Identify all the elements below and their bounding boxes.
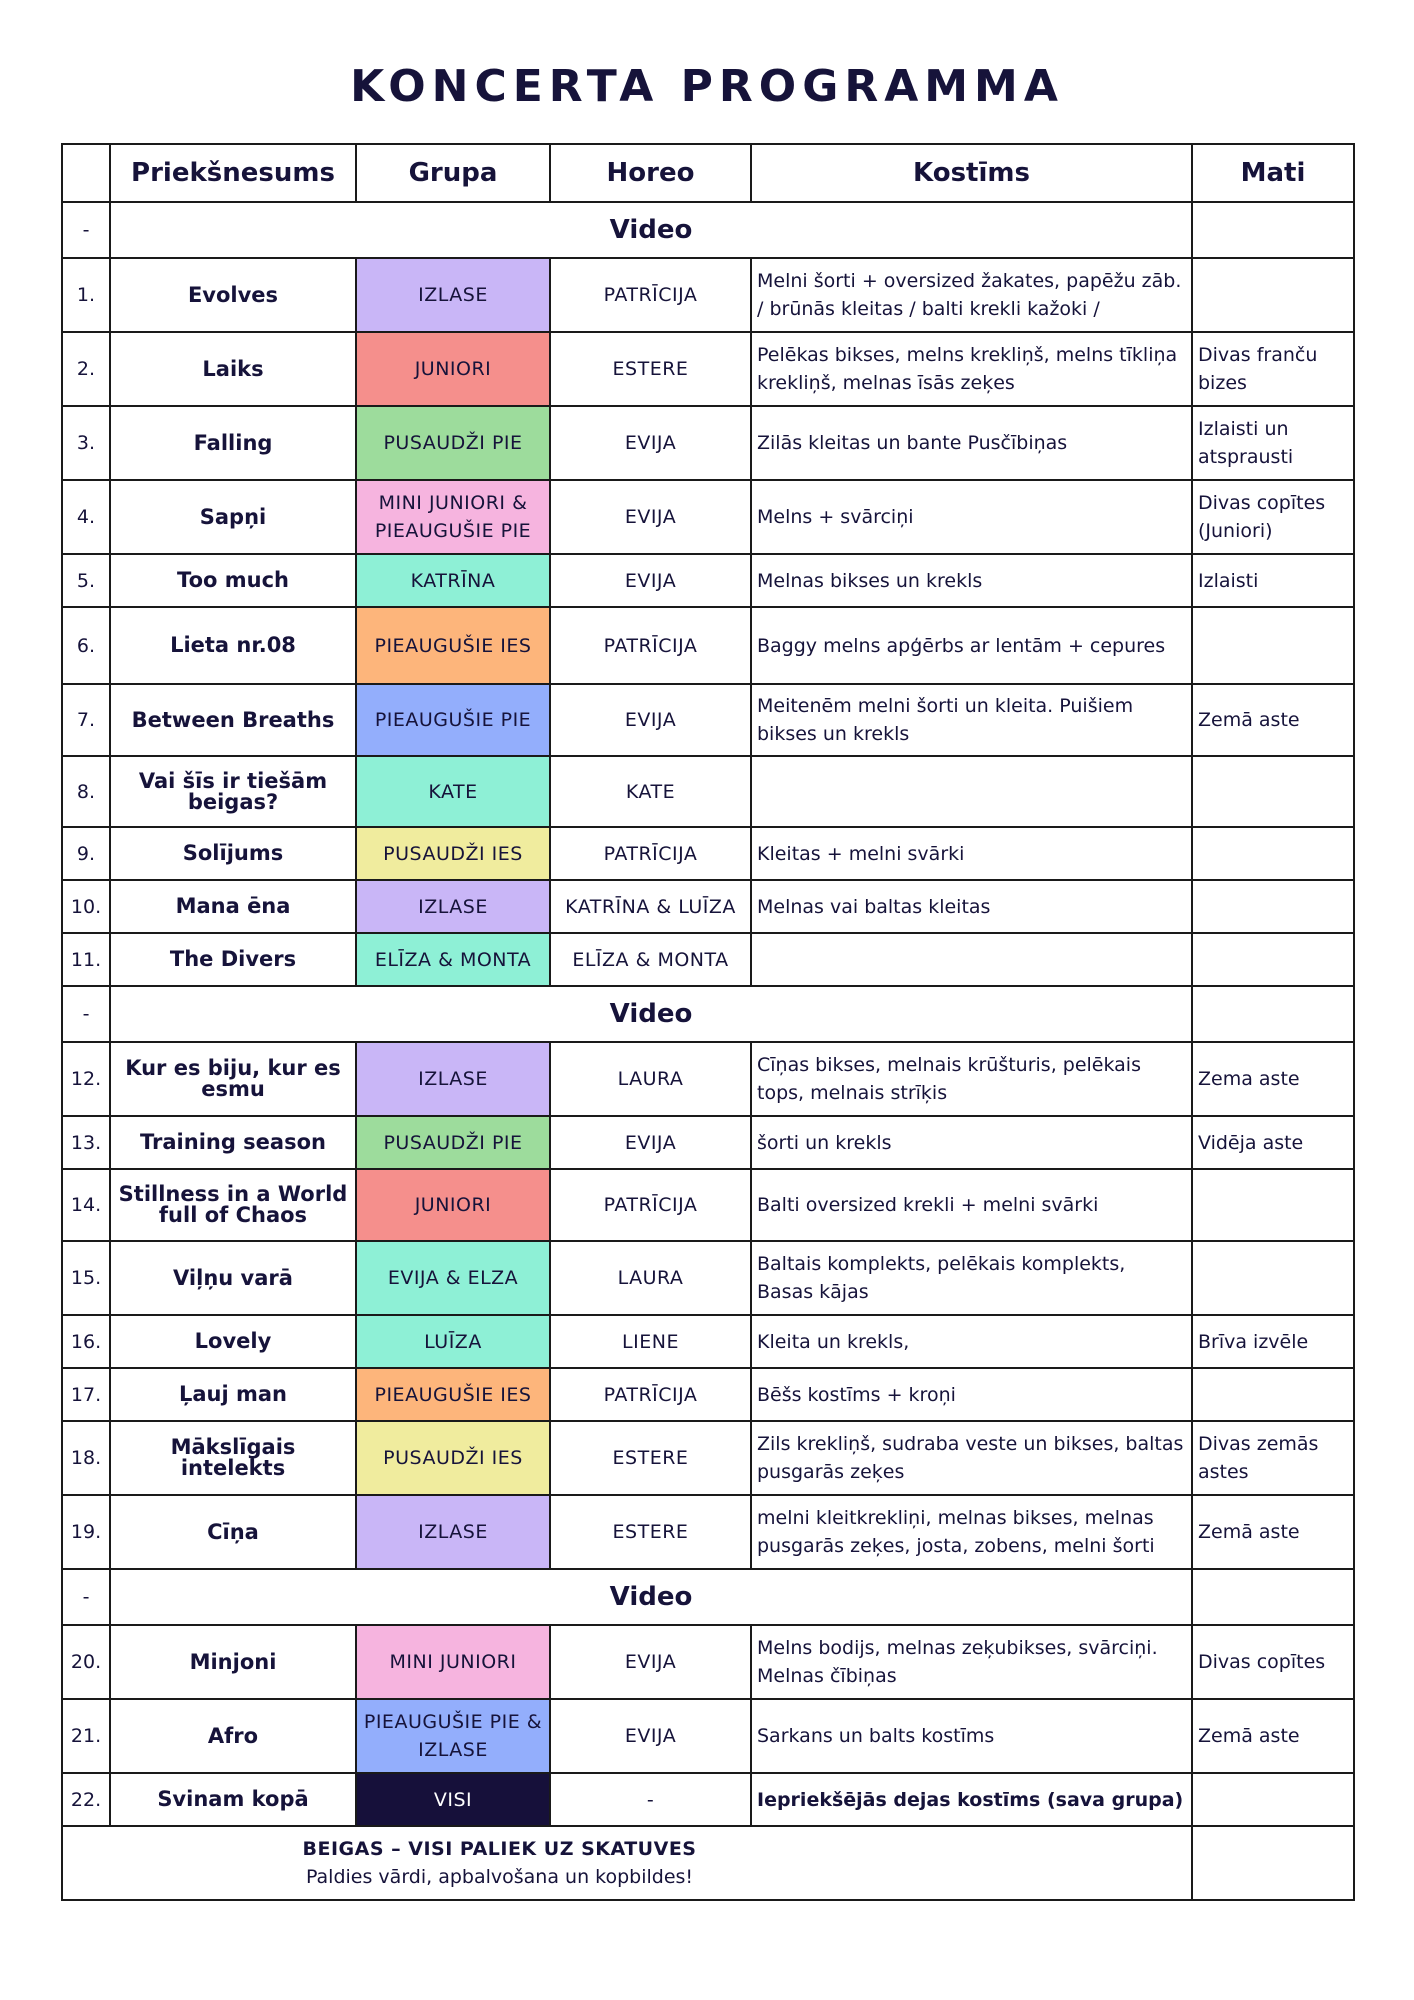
performance-name: Evolves	[110, 258, 356, 332]
table-row	[62, 933, 1354, 986]
hair-cell	[1192, 880, 1354, 933]
choreographer-cell: PATRĪCIJA	[550, 1368, 751, 1421]
hair-cell: Vidēja aste	[1192, 1116, 1354, 1169]
choreographer-cell: EVIJA	[550, 1116, 751, 1169]
group-cell: PUSAUDŽI PIE	[356, 406, 550, 480]
group-cell: IZLASE	[356, 1042, 550, 1116]
row-number: 17.	[62, 1368, 110, 1421]
hair-cell: Divas zemās astes	[1192, 1421, 1354, 1495]
hair-cell	[1192, 827, 1354, 880]
hair-cell: Izlaisti un atsprausti	[1192, 406, 1354, 480]
row-number: 4.	[62, 480, 110, 554]
costume-cell: Balti oversized krekli + melni svārki	[751, 1169, 1192, 1241]
choreographer-cell: LIENE	[550, 1315, 751, 1368]
costume-cell: Sarkans un balts kostīms	[751, 1699, 1192, 1773]
performance-name: Svinam kopā	[110, 1773, 356, 1826]
performance-name: Lieta nr.08	[110, 607, 356, 684]
video-row	[62, 1569, 1354, 1625]
row-number: 21.	[62, 1699, 110, 1773]
video-row	[62, 202, 1354, 258]
group-cell: VISI	[356, 1773, 550, 1826]
hair-cell	[1192, 1241, 1354, 1315]
performance-name: Falling	[110, 406, 356, 480]
hair-cell: Divas copītes	[1192, 1625, 1354, 1699]
hair-cell	[1192, 1773, 1354, 1826]
performance-name: Between Breaths	[110, 684, 356, 756]
row-number: 7.	[62, 684, 110, 756]
table-row	[62, 1169, 1354, 1241]
hair-cell: Divas copītes (Juniori)	[1192, 480, 1354, 554]
hair-cell	[1192, 933, 1354, 986]
video-label: Video	[110, 202, 1192, 258]
header-performance: Priekšnesums	[110, 144, 356, 202]
row-number: 15.	[62, 1241, 110, 1315]
choreographer-cell: ESTERE	[550, 332, 751, 406]
choreographer-cell: KATRĪNA & LUĪZA	[550, 880, 751, 933]
performance-name: Laiks	[110, 332, 356, 406]
hair-cell: Divas franču bizes	[1192, 332, 1354, 406]
empty-cell	[1192, 986, 1354, 1042]
performance-name: Vai šīs ir tiešām beigas?	[110, 756, 356, 827]
costume-cell: Melns bodijs, melnas zeķubikses, svārciņi. Melnas čībiņas	[751, 1625, 1192, 1699]
costume-cell: Cīņas bikses, melnais krūšturis, pelēkais tops, melnais strīķis	[751, 1042, 1192, 1116]
choreographer-cell: KATE	[550, 756, 751, 827]
performance-name: Mana ēna	[110, 880, 356, 933]
row-number: 10.	[62, 880, 110, 933]
hair-cell: Zema aste	[1192, 1042, 1354, 1116]
row-number: 6.	[62, 607, 110, 684]
group-cell: PIEAUGUŠIE PIE & IZLASE	[356, 1699, 550, 1773]
row-number: 13.	[62, 1116, 110, 1169]
performance-name: Lovely	[110, 1315, 356, 1368]
costume-cell: Melnas vai baltas kleitas	[751, 880, 1192, 933]
footer-cell	[62, 1826, 1192, 1900]
costume-cell: Pelēkas bikses, melns krekliņš, melns tīkliņa krekliņš, melnas īsās zeķes	[751, 332, 1192, 406]
table-row	[62, 554, 1354, 607]
choreographer-cell: EVIJA	[550, 554, 751, 607]
group-cell: PIEAUGUŠIE IES	[356, 1368, 550, 1421]
row-number: 9.	[62, 827, 110, 880]
choreographer-cell: ELĪZA & MONTA	[550, 933, 751, 986]
costume-cell: Baltais komplekts, pelēkais komplekts, Basas kājas	[751, 1241, 1192, 1315]
costume-cell: melni kleitkrekliņi, melnas bikses, melnas pusgarās zeķes, josta, zobens, melni šorti	[751, 1495, 1192, 1569]
costume-cell: Kleita un krekls,	[751, 1315, 1192, 1368]
table-row	[62, 480, 1354, 554]
header-row	[62, 144, 1354, 202]
costume-cell: Iepriekšējās dejas kostīms (sava grupa)	[751, 1773, 1192, 1826]
performance-name: Minjoni	[110, 1625, 356, 1699]
performance-name: Ļauj man	[110, 1368, 356, 1421]
group-cell: IZLASE	[356, 880, 550, 933]
costume-cell: Baggy melns apģērbs ar lentām + cepures	[751, 607, 1192, 684]
row-number: 16.	[62, 1315, 110, 1368]
performance-name: Mākslīgais intelekts	[110, 1421, 356, 1495]
group-cell: MINI JUNIORI	[356, 1625, 550, 1699]
row-number: 11.	[62, 933, 110, 986]
footer-empty-cell	[1192, 1826, 1354, 1900]
table-row	[62, 258, 1354, 332]
hair-cell	[1192, 258, 1354, 332]
row-number: 3.	[62, 406, 110, 480]
table-row	[62, 880, 1354, 933]
video-label: Video	[110, 1569, 1192, 1625]
choreographer-cell: ESTERE	[550, 1421, 751, 1495]
table-row	[62, 1495, 1354, 1569]
choreographer-cell: EVIJA	[550, 1625, 751, 1699]
program-rows	[62, 202, 1354, 1826]
choreographer-cell: EVIJA	[550, 480, 751, 554]
row-number: 2.	[62, 332, 110, 406]
table-row	[62, 1625, 1354, 1699]
header-choreographer: Horeo	[550, 144, 751, 202]
row-number: -	[62, 202, 110, 258]
costume-cell	[751, 756, 1192, 827]
row-number: 22.	[62, 1773, 110, 1826]
table-row	[62, 1421, 1354, 1495]
group-cell: KATE	[356, 756, 550, 827]
hair-cell	[1192, 1169, 1354, 1241]
table-row	[62, 684, 1354, 756]
group-cell: PIEAUGUŠIE IES	[356, 607, 550, 684]
empty-cell	[1192, 202, 1354, 258]
choreographer-cell: PATRĪCIJA	[550, 607, 751, 684]
hair-cell: Brīva izvēle	[1192, 1315, 1354, 1368]
performance-name: The Divers	[110, 933, 356, 986]
costume-cell: Melni šorti + oversized žakates, papēžu zāb. / brūnās kleitas / balti krekli kažoki /	[751, 258, 1192, 332]
costume-cell: Zilās kleitas un bante Pusčībiņas	[751, 406, 1192, 480]
page-title: KONCERTA PROGRAMMA	[350, 61, 1064, 112]
choreographer-cell: EVIJA	[550, 684, 751, 756]
performance-name: Stillness in a World full of Chaos	[110, 1169, 356, 1241]
table-row	[62, 756, 1354, 827]
choreographer-cell: ESTERE	[550, 1495, 751, 1569]
table-row	[62, 607, 1354, 684]
program-table	[61, 143, 1355, 1901]
hair-cell	[1192, 607, 1354, 684]
performance-name: Too much	[110, 554, 356, 607]
table-row	[62, 1368, 1354, 1421]
choreographer-cell: -	[550, 1773, 751, 1826]
table-row	[62, 827, 1354, 880]
choreographer-cell: LAURA	[550, 1042, 751, 1116]
group-cell: EVIJA & ELZA	[356, 1241, 550, 1315]
group-cell: IZLASE	[356, 1495, 550, 1569]
video-label: Video	[110, 986, 1192, 1042]
footer-title: BEIGAS – VISI PALIEK UZ SKATUVES	[302, 1838, 697, 1860]
row-number: 1.	[62, 258, 110, 332]
group-cell: PUSAUDŽI IES	[356, 827, 550, 880]
header-hair: Mati	[1192, 144, 1354, 202]
group-cell: KATRĪNA	[356, 554, 550, 607]
table-row	[62, 1116, 1354, 1169]
costume-cell	[751, 933, 1192, 986]
group-cell: PUSAUDŽI PIE	[356, 1116, 550, 1169]
hair-cell: Zemā aste	[1192, 1495, 1354, 1569]
footer-row	[62, 1826, 1354, 1900]
performance-name: Viļņu varā	[110, 1241, 356, 1315]
table-row	[62, 1241, 1354, 1315]
performance-name: Sapņi	[110, 480, 356, 554]
table-row	[62, 1042, 1354, 1116]
row-number: 18.	[62, 1421, 110, 1495]
video-row	[62, 986, 1354, 1042]
group-cell: IZLASE	[356, 258, 550, 332]
group-cell: JUNIORI	[356, 332, 550, 406]
performance-name: Kur es biju, kur es esmu	[110, 1042, 356, 1116]
group-cell: MINI JUNIORI & PIEAUGUŠIE PIE	[356, 480, 550, 554]
table-row	[62, 332, 1354, 406]
choreographer-cell: LAURA	[550, 1241, 751, 1315]
footer-subtitle: Paldies vārdi, apbalvošana un kopbildes!	[305, 1866, 694, 1888]
table-row	[62, 1315, 1354, 1368]
row-number: -	[62, 1569, 110, 1625]
costume-cell: Zils krekliņš, sudraba veste un bikses, baltas pusgarās zeķes	[751, 1421, 1192, 1495]
hair-cell: Zemā aste	[1192, 1699, 1354, 1773]
costume-cell: Kleitas + melni svārki	[751, 827, 1192, 880]
header-costume: Kostīms	[751, 144, 1192, 202]
costume-cell: šorti un krekls	[751, 1116, 1192, 1169]
table-row	[62, 406, 1354, 480]
choreographer-cell: EVIJA	[550, 406, 751, 480]
group-cell: LUĪZA	[356, 1315, 550, 1368]
group-cell: PIEAUGUŠIE PIE	[356, 684, 550, 756]
costume-cell: Melnas bikses un krekls	[751, 554, 1192, 607]
costume-cell: Bēšs kostīms + kroņi	[751, 1368, 1192, 1421]
choreographer-cell: PATRĪCIJA	[550, 258, 751, 332]
empty-cell	[1192, 1569, 1354, 1625]
hair-cell: Izlaisti	[1192, 554, 1354, 607]
choreographer-cell: PATRĪCIJA	[550, 827, 751, 880]
group-cell: ELĪZA & MONTA	[356, 933, 550, 986]
choreographer-cell: PATRĪCIJA	[550, 1169, 751, 1241]
performance-name: Solījums	[110, 827, 356, 880]
choreographer-cell: EVIJA	[550, 1699, 751, 1773]
hair-cell	[1192, 756, 1354, 827]
row-number: 14.	[62, 1169, 110, 1241]
row-number: 19.	[62, 1495, 110, 1569]
hair-cell	[1192, 1368, 1354, 1421]
table-row	[62, 1699, 1354, 1773]
header-number	[62, 144, 110, 202]
performance-name: Cīņa	[110, 1495, 356, 1569]
header-group: Grupa	[356, 144, 550, 202]
performance-name: Afro	[110, 1699, 356, 1773]
costume-cell: Melns + svārciņi	[751, 480, 1192, 554]
hair-cell: Zemā aste	[1192, 684, 1354, 756]
costume-cell: Meitenēm melni šorti un kleita. Puišiem bikses un krekls	[751, 684, 1192, 756]
row-number: 5.	[62, 554, 110, 607]
row-number: 8.	[62, 756, 110, 827]
group-cell: PUSAUDŽI IES	[356, 1421, 550, 1495]
table-row	[62, 1773, 1354, 1826]
row-number: 20.	[62, 1625, 110, 1699]
group-cell: JUNIORI	[356, 1169, 550, 1241]
row-number: 12.	[62, 1042, 110, 1116]
performance-name: Training season	[110, 1116, 356, 1169]
row-number: -	[62, 986, 110, 1042]
